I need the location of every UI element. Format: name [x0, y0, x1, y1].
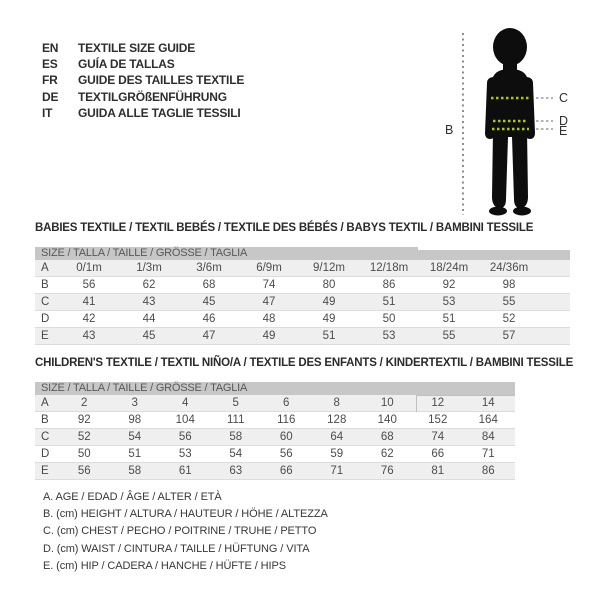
table-cell: 104: [175, 414, 195, 426]
figure-label-height: B: [445, 123, 454, 137]
row-label: C: [41, 431, 50, 443]
table-row: [35, 412, 515, 429]
table-cell: 60: [279, 431, 293, 443]
table-cell: 84: [481, 431, 495, 443]
table-cell: 47: [202, 330, 216, 342]
table-cell: 3/6m: [196, 262, 222, 274]
table-cell: 92: [77, 414, 91, 426]
table-cell: 56: [82, 279, 96, 291]
table-cell: 51: [128, 448, 142, 460]
table-cell: 50: [77, 448, 91, 460]
table-cell: 53: [382, 330, 396, 342]
figure-label-waist: D: [559, 114, 569, 128]
table-cell: 92: [442, 279, 456, 291]
table-cell: 80: [322, 279, 336, 291]
table-row: [35, 294, 570, 311]
guide-title-translation: GUIDA ALLE TAGLIE TESSILI: [78, 105, 241, 120]
table-cell: 24/36m: [489, 262, 529, 274]
row-label: D: [41, 448, 50, 460]
row-label: B: [41, 414, 49, 426]
table-cell: 61: [178, 465, 192, 477]
table-row: [35, 311, 570, 328]
language-row: [42, 56, 244, 72]
table-cell: 43: [82, 330, 96, 342]
table-cell: 1/3m: [136, 262, 162, 274]
babies-size-table: [35, 247, 570, 345]
figure-label-chest: C: [559, 91, 569, 105]
babies-table-body: [35, 260, 570, 345]
language-row: [42, 72, 244, 88]
table-cell: 128: [327, 414, 347, 426]
table-row: [35, 446, 515, 463]
table-cell: 6/9m: [256, 262, 282, 274]
guide-title-translation: TEXTILE SIZE GUIDE: [78, 41, 196, 55]
table-cell: 51: [442, 313, 456, 325]
table-row: [35, 260, 570, 277]
table-cell: 74: [431, 431, 445, 443]
row-label: E: [41, 465, 49, 477]
table-cell: 71: [481, 448, 495, 460]
legend-line: D. (cm) WAIST / CINTURA / TAILLE / HÜFTUNG / VITA: [43, 542, 310, 555]
table-cell: 68: [202, 279, 216, 291]
table-cell: 41: [82, 296, 96, 308]
table-cell: 52: [77, 431, 91, 443]
table-cell: 53: [442, 296, 456, 308]
table-cell: 86: [382, 279, 396, 291]
table-cell: 6: [283, 397, 290, 409]
table-cell: 164: [478, 414, 498, 426]
table-cell: 63: [229, 465, 243, 477]
table-cell: 58: [229, 431, 243, 443]
guide-title-translation: TEXTILGRÖßENFÜHRUNG: [78, 89, 227, 104]
table-cell: 43: [142, 296, 156, 308]
table-cell: 55: [442, 330, 456, 342]
table-cell: 81: [431, 465, 445, 477]
language-code: DE: [42, 89, 59, 104]
language-row: [42, 89, 244, 105]
table-row: [35, 429, 515, 446]
table-row: [35, 328, 570, 345]
table-cell: 98: [128, 414, 142, 426]
legend-line: C. (cm) CHEST / PECHO / POITRINE / TRUHE / PETTO: [43, 525, 317, 538]
table-cell: 53: [178, 448, 192, 460]
table-cell: 18/24m: [429, 262, 469, 274]
size-header-label: SIZE / TALLA / TAILLE / GRÖSSE / TAGLIA: [41, 382, 248, 394]
table-cell: 56: [279, 448, 293, 460]
children-section-title: CHILDREN'S TEXTILE / TEXTIL NIÑO/A / TEXTILE DES ENFANTS / KINDERTEXTIL / BAMBINI TESSILE: [35, 357, 574, 369]
table-cell: 55: [502, 296, 516, 308]
table-cell: 66: [431, 448, 445, 460]
table-cell: 64: [330, 431, 344, 443]
table-cell: 5: [232, 397, 239, 409]
table-cell: 49: [322, 296, 336, 308]
babies-section-title: BABIES TEXTILE / TEXTIL BEBÉS / TEXTILE DES BÉBÉS / BABYS TEXTIL / BAMBINI TESSILE: [35, 222, 534, 234]
table-cell: 0/1m: [76, 262, 102, 274]
table-cell: 12: [431, 397, 445, 409]
table-cell: 48: [262, 313, 276, 325]
table-cell: 71: [330, 465, 344, 477]
table-cell: 54: [229, 448, 243, 460]
table-row: [35, 395, 515, 412]
table-cell: 49: [262, 330, 276, 342]
language-code: IT: [42, 105, 53, 120]
table-cell: 152: [428, 414, 448, 426]
table-cell: 12/18m: [369, 262, 409, 274]
table-cell: 45: [202, 296, 216, 308]
measurement-legend: [43, 489, 328, 575]
table-cell: 9/12m: [313, 262, 345, 274]
table-row: [35, 277, 570, 294]
table-cell: 51: [382, 296, 396, 308]
table-row: [35, 463, 515, 480]
table-cell: 56: [77, 465, 91, 477]
measurement-figure: [440, 25, 575, 220]
table-cell: 74: [262, 279, 276, 291]
table-cell: 45: [142, 330, 156, 342]
table-cell: 57: [502, 330, 516, 342]
table-cell: 59: [330, 448, 344, 460]
table-cell: 49: [322, 313, 336, 325]
table-cell: 8: [333, 397, 340, 409]
table-cell: 50: [382, 313, 396, 325]
row-label: D: [41, 313, 50, 325]
guide-title-translation: GUIDE DES TAILLES TEXTILE: [78, 73, 245, 88]
table-cell: 47: [262, 296, 276, 308]
language-title-list: [42, 40, 244, 121]
table-cell: 140: [377, 414, 397, 426]
row-label: C: [41, 296, 50, 308]
legend-line: E. (cm) HIP / CADERA / HANCHE / HÜFTE / HIPS: [43, 559, 286, 572]
table-cell: 54: [128, 431, 142, 443]
table-cell: 51: [322, 330, 336, 342]
child-silhouette-diagram: [440, 25, 575, 220]
table-cell: 14: [481, 397, 495, 409]
table-cell: 46: [202, 313, 216, 325]
table-cell: 52: [502, 313, 516, 325]
table-cell: 76: [380, 465, 394, 477]
table-cell: 62: [380, 448, 394, 460]
table-cell: 10: [380, 397, 394, 409]
babies-table-header: [35, 247, 570, 260]
table-cell: 4: [182, 397, 189, 409]
language-row: [42, 40, 244, 56]
guide-title-translation: GUÍA DE TALLAS: [78, 57, 175, 72]
table-cell: 86: [481, 465, 495, 477]
table-cell: 111: [227, 414, 245, 426]
table-cell: 116: [277, 414, 296, 426]
legend-line: A. AGE / EDAD / ÂGE / ALTER / ETÀ: [43, 491, 222, 503]
table-cell: 3: [131, 397, 138, 409]
row-label: A: [41, 397, 49, 409]
language-code: FR: [42, 73, 58, 88]
table-cell: 56: [178, 431, 192, 443]
size-header-label: SIZE / TALLA / TAILLE / GRÖSSE / TAGLIA: [41, 247, 248, 259]
row-label: B: [41, 279, 49, 291]
children-table-body: [35, 395, 515, 480]
table-cell: 44: [142, 313, 156, 325]
language-row: [42, 105, 244, 121]
language-code: EN: [42, 41, 59, 55]
table-cell: 62: [142, 279, 156, 291]
children-table-header: [35, 382, 515, 395]
table-cell: 58: [128, 465, 142, 477]
figure-label-hip: E: [559, 124, 568, 138]
children-size-table: [35, 382, 515, 480]
row-label: A: [41, 262, 49, 274]
table-cell: 2: [81, 397, 88, 409]
legend-line: B. (cm) HEIGHT / ALTURA / HAUTEUR / HÖHE / ALTEZZA: [43, 508, 328, 521]
table-cell: 42: [82, 313, 96, 325]
language-code: ES: [42, 57, 58, 72]
table-cell: 66: [279, 465, 293, 477]
table-cell: 98: [502, 279, 516, 291]
header-notch: [418, 247, 570, 250]
row-label: E: [41, 330, 49, 342]
table-cell: 68: [380, 431, 394, 443]
